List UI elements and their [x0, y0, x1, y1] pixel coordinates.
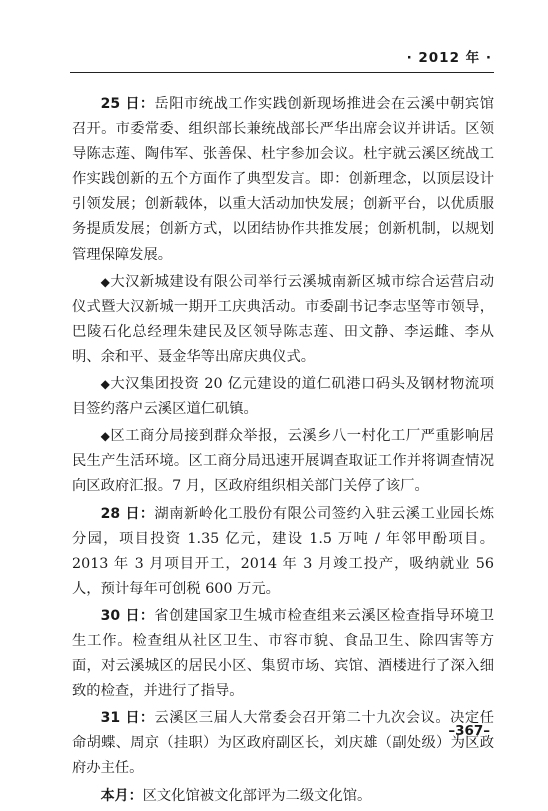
entry-text: 区工商分局接到群众举报，云溪乡八一村化工厂严重影响居民生产生活环境。区工商分局迅速开展调查取证工作并将调查情况向区政府汇报。7 月，区政府组织相关部门关停了该厂。 — [72, 428, 495, 495]
entry-30 — [72, 604, 494, 704]
entry-date: 31 日： — [100, 710, 155, 727]
diamond-bullet-icon: ◆ — [100, 274, 111, 289]
header-divider — [70, 72, 494, 73]
chronicle-entries — [72, 92, 494, 811]
year-header: · 2012 年 · — [406, 50, 492, 66]
entry-daorenji-port — [72, 372, 494, 422]
entry-text: 云溪区三届人大常委会召开第二十九次会议。决定任命胡蝶、周京（挂职）为区政府副区长，刘庆雄（副处级）为区政府办主任。 — [72, 710, 495, 777]
entry-31 — [72, 706, 494, 781]
diamond-bullet-icon: ◆ — [100, 377, 111, 392]
entry-text: 大汉集团投资 20 亿元建设的道仁矶港口码头及钢材物流项目签约落户云溪区道仁矶镇。 — [72, 376, 494, 418]
entry-text: 省创建国家卫生城市检查组来云溪区检查指导环境卫生工作。检查组从社区卫生、市容市貌、食品卫生、除四害等方面，对云溪城区的居民小区、集贸市场、宾馆、酒楼进行了深入细致的检查，并进行了指导。 — [72, 607, 495, 700]
entry-text: 湖南新岭化工股份有限公司签约入驻云溪工业园长炼分园，项目投资 1.35 亿元，建设 1.5 万吨 / 年邻甲酚项目。2013 年 3 月项目开工，2014 年 3 月竣工投产，吸纳就业 56 人，预计每年可创税 600 万元。 — [72, 505, 495, 597]
entry-text: 区文化馆被文化部评为二级文化馆。 — [142, 787, 372, 804]
entry-25 — [72, 92, 494, 268]
entry-chemical-plant — [72, 424, 494, 499]
page-number: –367– — [448, 723, 490, 739]
entry-text: 岳阳市统战工作实践创新现场推进会在云溪中朝宾馆召开。市委常委、组织部长兼统战部长严华出席会议并讲话。区领导陈志莲、陶伟军、张善保、杜宇参加会议。杜宇就云溪区统战工作实践创新的五个方面作了典型发言。即：创新理念，以顶层设计引领发展；创新载体，以重大活动加快发展；创新平台，以优质服务提质发展；创新方式，以团结协作共推发展；创新机制，以规划管理保障发展。 — [72, 96, 495, 263]
entry-date: 25 日： — [100, 96, 155, 112]
entry-date: 28 日： — [100, 505, 155, 522]
entry-date: 本月： — [100, 787, 143, 804]
entry-dahan-new-city — [72, 270, 494, 370]
entry-text: 大汉新城建设有限公司举行云溪城南新区城市综合运营启动仪式暨大汉新城一期开工庆典活动。市委副书记李志坚等市领导，巴陵石化总经理朱建民及区领导陈志莲、田文静、李运雌、李从明、余和平、聂金华等出席庆典仪式。 — [72, 273, 495, 365]
entry-28 — [72, 502, 494, 602]
diamond-bullet-icon: ◆ — [100, 429, 111, 444]
entry-date: 30 日： — [100, 607, 155, 624]
entry-this-month — [72, 784, 494, 809]
